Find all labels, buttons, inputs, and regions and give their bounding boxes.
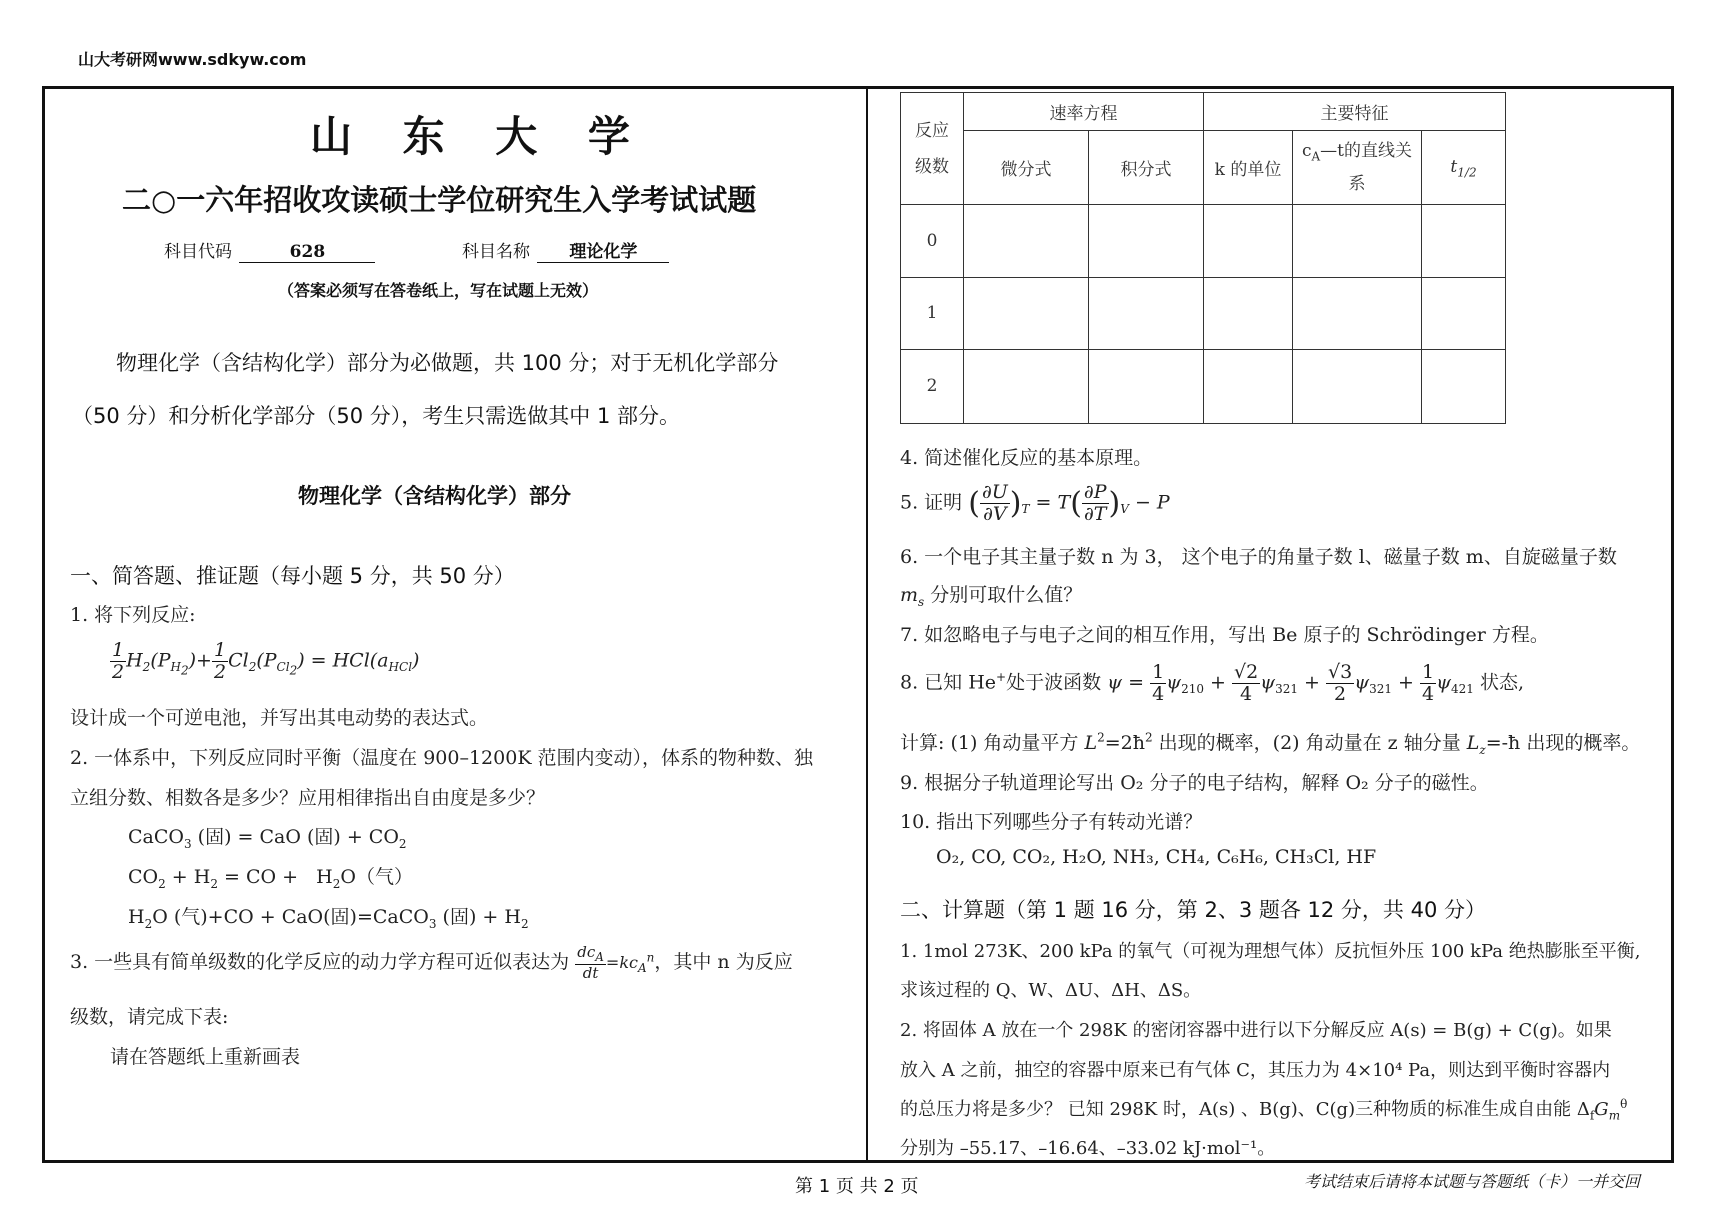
part2-title: 二、计算题（第 1 题 16 分，第 2、3 题各 12 分，共 40 分） <box>900 898 1486 922</box>
q10: 10. 指出下列哪些分子有转动光谱？ <box>900 811 1203 833</box>
university-name: 山 东 大 学 <box>310 112 648 161</box>
page-number: 第 1 页 共 2 页 <box>795 1176 919 1197</box>
subject-code-label: 科目代码 <box>164 242 232 262</box>
q8: 8. 已知 He+处于波函数 ψ = $\frac{1}{4}$ $\psi_{210}$ + $\frac{√2}{4}$ $\psi_{321}$ + $\frac{√3}{2}$ $\psi_{321}$ + $\frac{1}{4}$ $\psi_{421}$ 状态, <box>900 661 1524 705</box>
table-cell-order: 0 <box>901 205 964 277</box>
q2-line-2: 立组分数、相数各是多少？应用相律指出自由度是多少？ <box>70 787 546 809</box>
q6-line-1: 6. 一个电子其主量子数 n 为 3， 这个电子的角量子数 l、磁量子数 m、自旋磁量子数 <box>900 546 1617 568</box>
table-header-unit: k 的单位 <box>1204 131 1293 205</box>
table-header-int: 积分式 <box>1089 131 1204 205</box>
table-row <box>901 349 1506 423</box>
table-header-order: 反应 级数 <box>901 93 964 205</box>
table-header-features: 主要特征 <box>1204 93 1506 131</box>
table-header-line: $c_A—t$的直线关 系 <box>1293 131 1422 205</box>
page-divider <box>866 86 868 1163</box>
rate-table <box>900 92 1506 424</box>
subject-name-value: 理论化学 <box>537 237 669 263</box>
calc2-line-4: 分别为 –55.17、–16.64、–33.02 kJ·mol⁻¹。 <box>900 1138 1276 1159</box>
q1-equation: $\frac{1}{2}$ $H_2(P_{H_2})+$ $\frac{1}{2}$ $Cl_2(P_{Cl_2}) = HCl(a_{HCl})$ <box>112 639 420 683</box>
intro-line-1: 物理化学（含结构化学）部分为必做题，共 100 分；对于无机化学部分 <box>116 351 779 375</box>
footer-note: 考试结束后请将本试题与答题纸（卡）一并交回 <box>1304 1172 1641 1191</box>
q6-line-2: $m_s$ 分别可取什么值？ <box>900 584 1083 609</box>
calc2-line-1: 2. 将固体 A 放在一个 298K 的密闭容器中进行以下分解反应 A(s) = B(g) + C(g)。如果 <box>900 1020 1612 1041</box>
calc1-line-1: 1. 1mol 273K、200 kPa 的氧气（可视为理想气体）反抗恒外压 100 kPa 绝热膨胀至平衡, <box>900 941 1641 962</box>
q1-label: 1. 将下列反应: <box>70 604 196 626</box>
subject-name-row <box>462 237 669 263</box>
table-cell-order: 2 <box>901 349 964 423</box>
table-header-half-life: $t_{1/2}$ <box>1422 131 1506 205</box>
subject-code-row <box>164 237 375 263</box>
q9: 9. 根据分子轨道理论写出 O₂ 分子的电子结构，解释 O₂ 分子的磁性。 <box>900 772 1489 794</box>
table-cell-order: 1 <box>901 277 964 349</box>
reaction-3: $H_2O$ (气)+CO + CaO(固)=CaCO$_3$ (固) + $H_2$ <box>128 906 529 931</box>
subject-code-value: 628 <box>239 242 375 263</box>
table-header-diff: 微分式 <box>964 131 1089 205</box>
q1-description: 设计成一个可逆电池，并写出其电动势的表达式。 <box>70 707 489 729</box>
q3-line-2: 级数，请完成下表: <box>70 1006 229 1028</box>
table-row <box>901 205 1506 277</box>
q2-line-1: 2. 一体系中，下列反应同时平衡（温度在 900–1200K 范围内变动），体系的物种数、独 <box>70 747 814 769</box>
exam-title: 二○一六年招收攻读硕士学位研究生入学考试试题 <box>122 183 757 217</box>
q3-line-1: 3. 一些具有简单级数的化学反应的动力学方程可近似表达为 $\frac{dc_A}{dt}$ $=kc_A^n$，其中 n 为反应 <box>70 943 793 983</box>
table-row <box>901 277 1506 349</box>
calc1-line-2: 求该过程的 Q、W、ΔU、ΔH、ΔS。 <box>900 980 1202 1001</box>
intro-line-2: （50 分）和分析化学部分（50 分），考生只需选做其中 1 部分。 <box>72 404 681 428</box>
watermark-text: 山大考研网www.sdkyw.com <box>78 50 307 69</box>
q8-calc: 计算: (1) 角动量平方 $L^2=2ħ^2$ 出现的概率，(2) 角动量在 z 轴分量 $L_z=-ħ$ 出现的概率。 <box>900 730 1641 757</box>
q3-line-3: 请在答题纸上重新画表 <box>110 1046 301 1068</box>
answer-note: （答案必须写在答卷纸上，写在试题上无效） <box>278 281 599 300</box>
calc2-line-2: 放入 A 之前，抽空的容器中原来已有气体 C，其压力为 4×10⁴ Pa，则达到平衡时容器内 <box>900 1060 1611 1081</box>
reaction-2: $CO_2 + H_2$ = CO + $H_2O$（气） <box>128 866 413 891</box>
q4: 4. 简述催化反应的基本原理。 <box>900 447 1153 469</box>
part1-title: 一、简答题、推证题（每小题 5 分，共 50 分） <box>70 564 515 588</box>
subject-name-label: 科目名称 <box>462 242 530 262</box>
reaction-1: CaCO$_3$ (固) = CaO (固) + $CO_2$ <box>128 826 407 851</box>
section-title: 物理化学（含结构化学）部分 <box>298 484 571 508</box>
q5: 5. 证明 ( $\frac{\partial U}{\partial V}$ )$_T = T$( $\frac{\partial P}{\partial T}$ )$_V - P$ <box>900 481 1170 525</box>
calc2-line-3: 的总压力将是多少？ 已知 298K 时，A(s) 、B(g)、C(g)三种物质的标准生成自由能 $\Delta_fG_m^\theta$ <box>900 1097 1628 1123</box>
q10-molecule-list: O₂, CO, CO₂, H₂O, NH₃, CH₄, C₆H₆, CH₃Cl, HF <box>936 846 1377 868</box>
q7: 7. 如忽略电子与电子之间的相互作用，写出 Be 原子的 Schrödinger 方程。 <box>900 624 1549 646</box>
table-header-rate: 速率方程 <box>964 93 1204 131</box>
